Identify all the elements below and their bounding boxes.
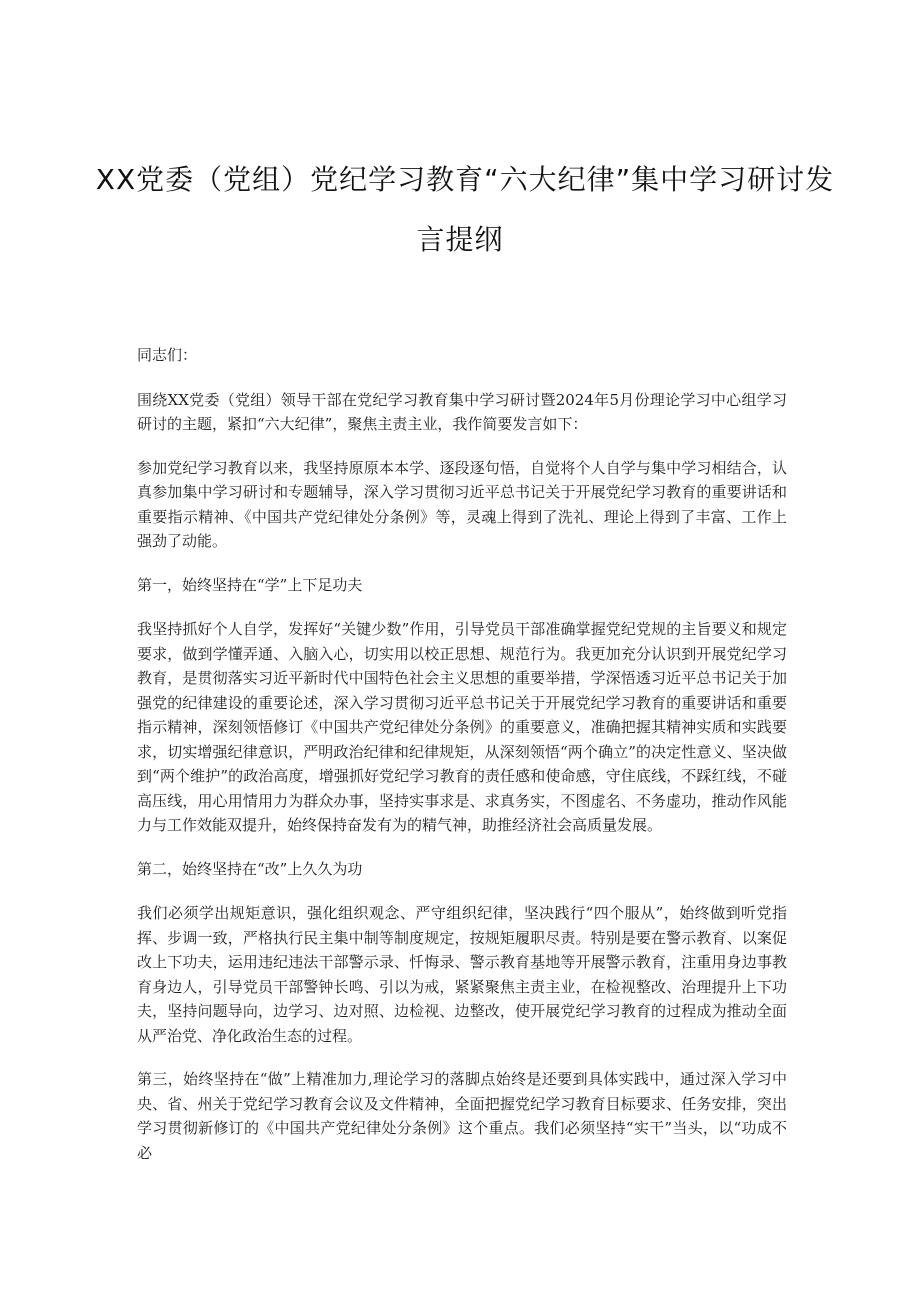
section-3-paragraph: 第三，始终坚持在“做”上精准加力,理论学习的落脚点始终是还要到具体实践中，通过深入学习中央、省、州关于党纪学习教育会议及文件精神，全面把握党纪学习教育目标要求、任务安排，突出学习贯彻新修订的《中国共产党纪律处分条例》这个重点。我们必须坚持“实干”当头，以“功成不必 (137, 1070, 787, 1162)
document-body (137, 343, 787, 1184)
title-line-2: 言提纲 (416, 223, 504, 256)
title-line-1: XX党委（党组）党纪学习教育“六大纪律”集中学习研讨发 (95, 163, 835, 196)
section-heading-2: 第二，始终坚持在“改”上久久为功 (137, 859, 363, 878)
document-title (0, 150, 920, 270)
section-1-paragraph: 我坚持抓好个人自学，发挥好“关键少数”作用，引导党员干部准确掌握党纪党规的主旨要义和规定要求，做到学懂弄通、入脑入心，切实用以校正思想、规范行为。我更加充分认识到开展党纪学习教育，是贯彻落实习近平新时代中国特色社会主义思想的重要举措，学深悟透习近平总书记关于加强党的纪律建设的重要论述，深入学习贯彻习近平总书记关于开展党纪学习教育的重要讲话和重要指示精神，深刻领悟修订《中国共产党纪律处分条例》的重要意义，准确把握其精神实质和实践要求，切实增强纪律意识，严明政治纪律和纪律规矩，从深刻领悟“两个确立”的决定性意义、坚决做到“两个维护”的政治高度，增强抓好党纪学习教育的责任感和使命感，守住底线，不踩红线，不碰高压线，用心用情用力为群众办事，坚持实事求是、求真务实，不图虚名、不务虚功，推动作风能力与工作效能双提升，始终保持奋发有为的精气神，助推经济社会高质量发展。 (137, 620, 787, 834)
salutation: 同志们： (137, 346, 198, 364)
overview-paragraph: 参加党纪学习教育以来，我坚持原原本本学、逐段逐句悟，自觉将个人自学与集中学习相结合，认真参加集中学习研讨和专题辅导，深入学习贯彻习近平总书记关于开展党纪学习教育的重要讲话和重要指示精神、《中国共产党纪律处分条例》等，灵魂上得到了洗礼、理论上得到了丰富、工作上强劲了动能。 (137, 458, 787, 550)
section-heading-1: 第一，始终坚持在“学”上下足功夫 (137, 575, 363, 594)
intro-paragraph: 围绕XX党委（党组）领导干部在党纪学习教育集中学习研讨暨2024年5月份理论学习中心组学习研讨的主题，紧扣“六大纪律”，聚焦主责主业，我作简要发言如下： (137, 390, 787, 433)
section-2-paragraph: 我们必须学出规矩意识，强化组织观念、严守组织纪律，坚决践行“四个服从”，始终做到听党指挥、步调一致，严格执行民主集中制等制度规定，按规矩履职尽责。特别是要在警示教育、以案促改上下功夫，运用违纪违法干部警示录、忏悔录、警示教育基地等开展警示教育，注重用身边事教育身边人，引导党员干部警钟长鸣、引以为戒，紧紧聚焦主责主业，在检视整改、治理提升上下功夫，坚持问题导向，边学习、边对照、边检视、边整改，使开展党纪学习教育的过程成为推动全面从严治党、净化政治生态的过程。 (137, 904, 787, 1045)
